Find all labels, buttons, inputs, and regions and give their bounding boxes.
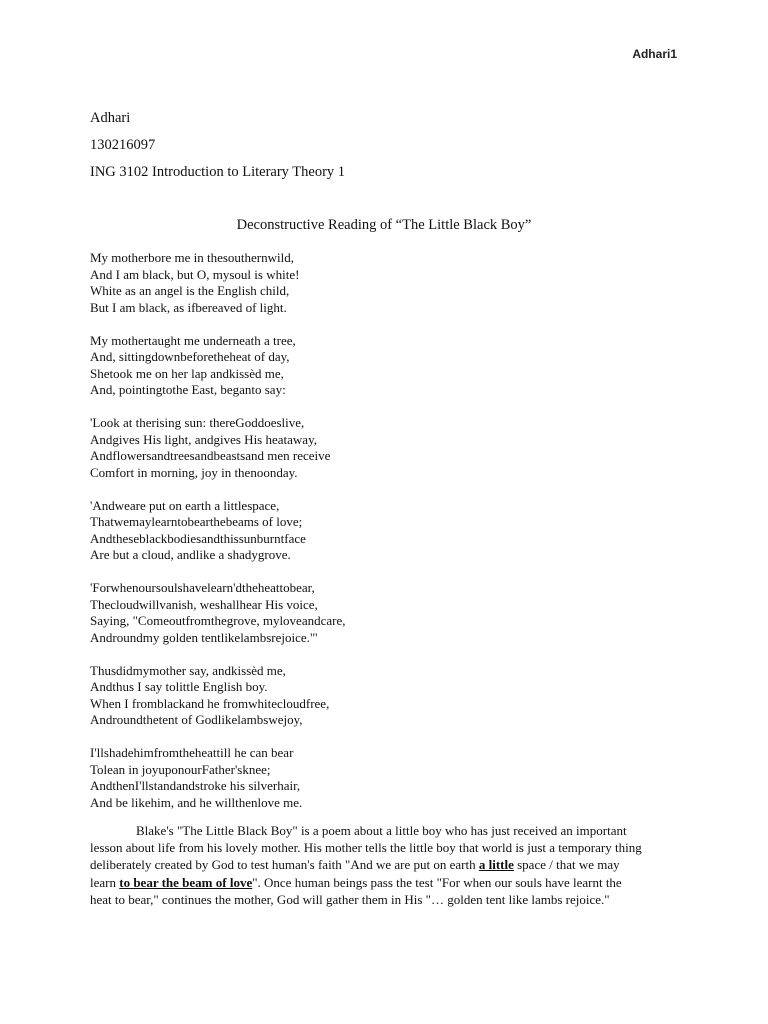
poem-line: Androundthetent of Godlikelambswejoy,	[90, 712, 303, 727]
essay-line-5: heat to bear," continues the mother, God will gather them in His "… golden tent like lambs rejoice."	[90, 891, 610, 907]
poem-line: Thecloudwillvanish, weshallhear His voice,	[90, 596, 318, 612]
emphasized-quote: to bear the beam of love	[119, 874, 253, 890]
poem-stanza	[90, 415, 690, 481]
poem-line: But I am black, as ifbereaved of light.	[90, 299, 287, 315]
poem-line: Andtheseblackbodiesandthissunburntface	[90, 530, 306, 546]
poem-line: And be likehim, and he willthenlove me.	[90, 794, 303, 810]
poem-line: And, sittingdownbeforetheheat of day,	[90, 349, 290, 364]
essay-paragraph	[90, 822, 690, 908]
poem-line: Andgives His light, andgives His heataway,	[90, 431, 317, 447]
poem-stanza	[90, 663, 690, 729]
poem	[90, 250, 690, 828]
course-name: ING 3102 Introduction to Literary Theory 1	[90, 164, 346, 180]
poem-line: Androundmy golden tentlikelambsrejoice."'	[90, 629, 318, 645]
author-name: Adhari	[90, 110, 131, 126]
poem-line: 'Forwhenoursoulshavelearn'dtheheattobear,	[90, 580, 315, 595]
poem-line: My motherbore me in thesouthernwild,	[90, 250, 294, 265]
poem-stanza	[90, 333, 690, 399]
emphasized-quote: a little	[478, 857, 514, 873]
poem-stanza	[90, 580, 690, 646]
essay-line-3	[90, 856, 690, 873]
poem-line: Saying, "Comeoutfromthegrove, myloveandcare,	[90, 613, 346, 628]
essay-line-2: lesson about life from his lovely mother. His mother tells the little boy that world is just a temporary thing	[90, 840, 642, 856]
essay-text: space / that we may	[513, 857, 620, 873]
poem-line: Thatwemaylearntobearthebeams of love;	[90, 514, 303, 529]
poem-line: White as an angel is the English child,	[90, 283, 290, 298]
essay-line-1	[90, 822, 690, 839]
poem-line: Shetook me on her lap andkissèd me,	[90, 365, 284, 381]
poem-line: Comfort in morning, joy in thenoonday.	[90, 464, 298, 480]
student-id: 130216097	[90, 137, 156, 153]
page-title: Deconstructive Reading of “The Little Black Boy”	[236, 217, 532, 233]
essay-text: Blake's "The Little Black Boy" is a poem about a little boy who has just received an important	[136, 823, 627, 838]
poem-stanza	[90, 250, 690, 316]
poem-line: And, pointingtothe East, beganto say:	[90, 382, 286, 397]
essay-line-4	[90, 874, 690, 891]
poem-line: My mothertaught me underneath a tree,	[90, 332, 296, 348]
essay-text: deliberately created by God to test human's faith "And we are put on earth	[90, 857, 479, 873]
poem-line: Andflowersandtreesandbeastsand men receive	[90, 448, 331, 463]
poem-line: Tolean in joyuponourFather'sknee;	[90, 761, 271, 777]
essay-text: learn	[90, 874, 120, 890]
poem-stanza	[90, 745, 690, 811]
poem-line: And I am black, but O, mysoul is white!	[90, 266, 300, 282]
poem-line: Andthus I say tolittle English boy.	[90, 679, 268, 694]
poem-stanza	[90, 498, 690, 564]
poem-line: When I fromblackand he fromwhitecloudfree,	[90, 695, 330, 711]
poem-line: 'Look at therising sun: thereGoddoeslive,	[90, 415, 305, 430]
poem-line: Are but a cloud, andlike a shadygrove.	[90, 547, 291, 562]
poem-line: AndthenI'llstandandstroke his silverhair,	[90, 778, 301, 793]
running-head: Adhari1	[632, 47, 677, 61]
essay-text: ". Once human beings pass the test "For when our souls have learnt the	[252, 874, 622, 890]
poem-line: I'llshadehimfromtheheattill he can bear	[90, 745, 294, 760]
poem-line: Thusdidmymother say, andkissèd me,	[90, 662, 286, 678]
poem-line: 'Andweare put on earth a littlespace,	[90, 497, 280, 513]
student-header	[90, 108, 345, 189]
